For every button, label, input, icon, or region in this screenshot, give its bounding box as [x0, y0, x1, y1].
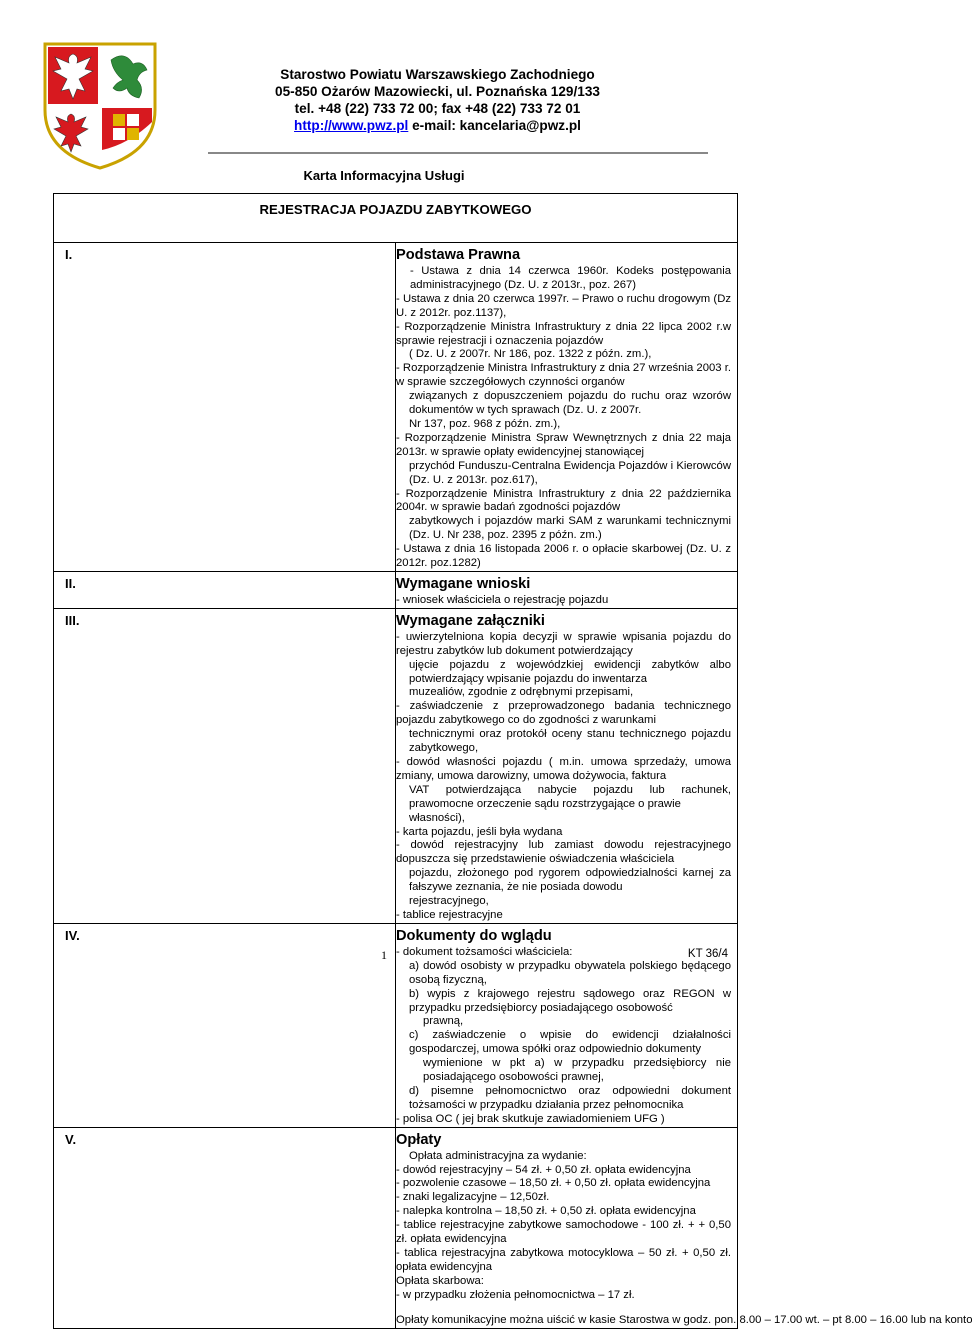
text-line: - dokument tożsamości właściciela: — [396, 945, 573, 958]
section-number: III. — [54, 608, 396, 923]
text-line: - tablica rejestracyjna zabytkowa motocyklowa – 50 zł. + 0,50 zł. opłata ewidencyjna — [396, 1247, 731, 1273]
section-body — [396, 946, 737, 1127]
text-line: - Ustawa z dnia 16 listopada 2006 r. o opłacie skarbowej (Dz. U. z 2012r. poz.1282) — [396, 543, 731, 570]
text-line: - Rozporządzenie Ministra Spraw Wewnętrznych z dnia 22 maja 2013r. w sprawie opłaty ewidencyjnej stanowiącej — [396, 431, 731, 458]
text-line: c) zaświadczenie o wpisie do ewidencji działalności gospodarczej, umowa spółki oraz odpowiednio dokumenty — [409, 1029, 731, 1056]
text-line: a) dowód osobisty w przypadku obywatela polskiego będącego osobą fizyczną, — [409, 959, 731, 986]
text-line: Opłata skarbowa: — [396, 1274, 484, 1287]
text-line: związanych z dopuszczeniem pojazdu do ruchu oraz wzorów dokumentów w tych sprawach (Dz. U. z 2007r. — [409, 390, 731, 417]
text-line: Opłata administracyjna za wydanie: — [409, 1149, 587, 1162]
document-title: REJESTRACJA POJAZDU ZABYTKOWEGO — [54, 194, 738, 243]
section-body — [396, 594, 737, 608]
section-title: Dokumenty do wglądu — [396, 927, 552, 944]
section-title: Wymagane wnioski — [396, 575, 531, 592]
text-line: - Rozporządzenie Ministra Infrastruktury z dnia 22 października 2004r. w sprawie badań zgodności pojazdów — [396, 487, 731, 514]
section-body — [396, 1149, 972, 1328]
text-line: Nr 137, poz. 968 z późn. zm.), — [409, 417, 561, 430]
coat-of-arms-image — [41, 40, 159, 172]
card-title: Karta Informacyjna Usługi — [303, 168, 465, 183]
section-required-applications — [54, 571, 738, 608]
document-code: KT 36/4 — [687, 948, 728, 960]
text-line: - tablice rejestracyjne zabytkowe samochodowe - 100 zł. + + 0,50 zł. opłata ewidencyjna — [396, 1219, 731, 1246]
institution-address: 05-850 Ożarów Mazowiecki, ul. Poznańska 129/133 — [275, 84, 600, 99]
section-body — [396, 265, 737, 571]
text-line: Opłaty komunikacyjne można uiścić w kasie Starostwa w godz. pon. 8.00 – 17.00 wt. – pt 8.00 – 16.00 lub na konto — [396, 1313, 972, 1326]
text-line: wymienione w pkt a) w przypadku przedsiębiorcy nie posiadającego osobowości prawnej, — [423, 1057, 731, 1084]
text-line: - tablice rejestracyjne — [396, 908, 503, 921]
section-number: I. — [54, 243, 396, 572]
header-divider — [208, 152, 708, 154]
text-line: - Rozporządzenie Ministra Infrastruktury z dnia 22 lipca 2002 r.w sprawie rejestracji i oznaczenia pojazdów — [396, 320, 731, 347]
text-line: - znaki legalizacyjne – 12,50zł. — [396, 1191, 550, 1204]
website-link[interactable]: http://www.pwz.pl — [294, 118, 409, 133]
text-line: - polisa OC ( jej brak skutkuje zawiadomieniem UFG ) — [396, 1112, 665, 1125]
institution-email: e-mail: kancelaria@pwz.pl — [408, 118, 581, 133]
text-line: własności), — [409, 811, 465, 824]
section-number: IV. — [54, 923, 396, 1127]
text-line: przychód Funduszu-Centralna Ewidencja Pojazdów i Kierowców (Dz. U. z 2013r. poz.617), — [409, 459, 731, 486]
service-card-table — [53, 193, 972, 1329]
institution-header — [210, 66, 665, 134]
text-line: - dowód rejestracyjny – 54 zł. + 0,50 zł. opłata ewidencyjna — [396, 1163, 691, 1176]
section-title: Wymagane załączniki — [396, 612, 545, 629]
text-line: - pozwolenie czasowe – 18,50 zł. + 0,50 zł. opłata ewidencyjna — [396, 1177, 711, 1190]
text-line: muzealiów, zgodnie z odrębnymi przepisami, — [409, 686, 634, 699]
text-line: ( Dz. U. z 2007r. Nr 186, poz. 1322 z późn. zm.), — [409, 348, 652, 361]
text-line: - zaświadczenie z przeprowadzonego badania technicznego pojazdu zabytkowego co do zgodności z warunkami — [396, 700, 731, 727]
text-line: prawną, — [423, 1015, 464, 1028]
section-fees — [54, 1127, 738, 1328]
section-number: II. — [54, 571, 396, 608]
section-required-attachments — [54, 608, 738, 923]
text-line: technicznymi oraz protokół oceny stanu technicznego pojazdu zabytkowego, — [409, 728, 731, 755]
text-line: pojazdu, złożonego pod rygorem odpowiedzialności karnej za fałszywe zeznania, że nie posiada dowodu — [409, 867, 731, 894]
text-line: d) pisemne pełnomocnictwo oraz odpowiedni dokument tożsamości w przypadku działania przez pełnomocnika — [409, 1084, 731, 1111]
text-line: - dowód własności pojazdu ( m.in. umowa sprzedaży, umowa zmiany, umowa darowizny, umowa dożywocia, faktura — [396, 756, 731, 782]
text-line: - w przypadku złożenia pełnomocnictwa – 17 zł. — [396, 1288, 635, 1301]
section-body — [396, 631, 737, 923]
institution-name: Starostwo Powiatu Warszawskiego Zachodniego — [280, 67, 595, 82]
institution-phone: tel. +48 (22) 733 72 00; fax +48 (22) 733 72 01 — [294, 101, 581, 116]
text-line: - Ustawa z dnia 14 czerwca 1960r. Kodeks postępowania administracyjnego (Dz. U. z 2013r., poz. 267) — [410, 265, 731, 291]
section-legal-basis — [54, 243, 738, 572]
page-number: 1 — [381, 948, 387, 962]
section-title: Opłaty — [396, 1131, 442, 1148]
section-number: V. — [54, 1127, 396, 1328]
institution-contact — [210, 117, 665, 134]
text-line: ujęcie pojazdu z wojewódzkiej ewidencji zabytków albo potwierdzający wpisanie pojazdu do inwentarza — [409, 658, 731, 685]
text-line: rejestracyjnego, — [409, 895, 489, 908]
text-line: zabytkowych i pojazdów marki SAM z warunkami technicznymi (Dz. U. Nr 238, poz. 2395 z późn. zm.) — [409, 515, 731, 542]
text-line: - uwierzytelniona kopia decyzji w sprawie wpisania pojazdu do rejestru zabytków lub dokument potwierdzający — [396, 630, 731, 657]
text-line: - wniosek właściciela o rejestrację pojazdu — [396, 593, 609, 606]
text-line: - karta pojazdu, jeśli była wydana — [396, 825, 563, 838]
text-line: - nalepka kontrolna – 18,50 zł. + 0,50 zł. opłata ewidencyjna — [396, 1205, 696, 1218]
text-line: - Ustawa z dnia 20 czerwca 1997r. – Prawo o ruchu drogowym (Dz U. z 2012r. poz.1137), — [396, 292, 731, 319]
text-line: - dowód rejestracyjny lub zamiast dowodu rejestracyjnego dopuszcza się przedstawienie oświadczenia właściciela — [396, 839, 731, 866]
text-line: - Rozporządzenie Ministra Infrastruktury z dnia 27 września 2003 r. w sprawie szczegółowych czynności organów — [396, 362, 731, 389]
text-line: VAT potwierdzająca nabycie pojazdu lub rachunek, prawomocne orzeczenie sądu rozstrzygające o prawie — [409, 783, 731, 810]
section-title: Podstawa Prawna — [396, 247, 521, 263]
text-line: b) wypis z krajowego rejestru sądowego oraz REGON w przypadku przedsiębiorcy posiadającego osobowość — [409, 987, 731, 1014]
